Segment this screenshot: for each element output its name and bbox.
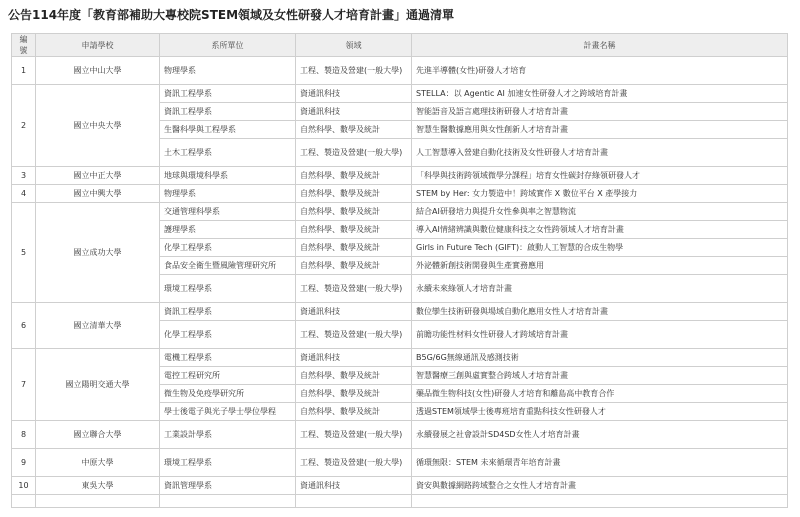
table-row — [12, 477, 788, 495]
field: 工程、製造及營建(一般大學) — [296, 275, 412, 303]
row-number: 7 — [12, 349, 36, 421]
school-name: 國立中正大學 — [36, 167, 160, 185]
field: 自然科學、數學及統計 — [296, 385, 412, 403]
field: 資通訊科技 — [296, 477, 412, 495]
plan-name: 人工智慧導入營建自動化技術及女性研發人才培育計畫 — [412, 139, 788, 167]
table-row-cut-off — [12, 495, 788, 508]
department: 資訊工程學系 — [160, 85, 296, 103]
row-number: 9 — [12, 449, 36, 477]
plan-name: 藥品微生物科技(女性)研發人才培育和離島高中教育合作 — [412, 385, 788, 403]
page-title: 公告114年度「教育部補助大專校院STEM領域及女性研發人才培育計畫」通過清單 — [8, 8, 455, 22]
plan-name: 智慧生醫數據應用與女性創新人才培育計畫 — [412, 121, 788, 139]
plan-name: 數位孿生技術研發與場域自動化應用女性人才培育計畫 — [412, 303, 788, 321]
plan-name: 結合AI研發培力與提升女性參與率之智慧物流 — [412, 203, 788, 221]
header-num: 編號 — [12, 34, 36, 57]
plan-name: STEM by Her: 女力製造中！跨域實作 X 數位平台 X 產學接力 — [412, 185, 788, 203]
header-dept: 系所單位 — [160, 34, 296, 57]
row-number: 2 — [12, 85, 36, 167]
plan-name: 外泌體新創技術開發與生產實務應用 — [412, 257, 788, 275]
department: 環境工程學系 — [160, 449, 296, 477]
department: 化學工程學系 — [160, 239, 296, 257]
row-number: 6 — [12, 303, 36, 349]
school-name: 國立陽明交通大學 — [36, 349, 160, 421]
table-row — [12, 167, 788, 185]
field: 資通訊科技 — [296, 349, 412, 367]
plan-name: 永續發展之社會設計SD4SD女性人才培育計畫 — [412, 421, 788, 449]
plan-name: 永續未來綠領人才培育計畫 — [412, 275, 788, 303]
department: 資訊工程學系 — [160, 303, 296, 321]
field: 自然科學、數學及統計 — [296, 203, 412, 221]
plan-name: 先進半導體(女性)研發人才培育 — [412, 57, 788, 85]
field: 資通訊科技 — [296, 303, 412, 321]
department: 資訊工程學系 — [160, 103, 296, 121]
approved-plans-table — [11, 33, 788, 508]
department: 電機工程學系 — [160, 349, 296, 367]
table-row — [12, 85, 788, 103]
header-plan: 計畫名稱 — [412, 34, 788, 57]
department: 資訊管理學系 — [160, 477, 296, 495]
field: 資通訊科技 — [296, 103, 412, 121]
plan-name: Girls in Future Tech (GIFT)：啟動人工智慧的合成生物學 — [412, 239, 788, 257]
plan-name: B5G/6G無線通訊及感測技術 — [412, 349, 788, 367]
table-header-row — [12, 34, 788, 57]
department: 護理學系 — [160, 221, 296, 239]
plan-name: 前瞻功能性材料女性研發人才跨域培育計畫 — [412, 321, 788, 349]
row-number: 1 — [12, 57, 36, 85]
field: 自然科學、數學及統計 — [296, 239, 412, 257]
table-row — [12, 421, 788, 449]
field: 自然科學、數學及統計 — [296, 167, 412, 185]
school-name: 國立成功大學 — [36, 203, 160, 303]
school-name: 中原大學 — [36, 449, 160, 477]
field: 自然科學、數學及統計 — [296, 185, 412, 203]
department: 物理學系 — [160, 185, 296, 203]
plan-name: 資安與數據網路跨域整合之女性人才培育計畫 — [412, 477, 788, 495]
school-name: 國立中興大學 — [36, 185, 160, 203]
field: 自然科學、數學及統計 — [296, 121, 412, 139]
plan-name: 智能語音及語言處理技術研發人才培育計畫 — [412, 103, 788, 121]
department: 土木工程學系 — [160, 139, 296, 167]
header-school: 申請學校 — [36, 34, 160, 57]
row-number: 10 — [12, 477, 36, 495]
field: 自然科學、數學及統計 — [296, 403, 412, 421]
department: 地球與環境科學系 — [160, 167, 296, 185]
department: 食品安全衛生暨風險管理研究所 — [160, 257, 296, 275]
table-row — [12, 185, 788, 203]
school-name: 國立中央大學 — [36, 85, 160, 167]
department: 化學工程學系 — [160, 321, 296, 349]
field: 自然科學、數學及統計 — [296, 221, 412, 239]
department: 電控工程研究所 — [160, 367, 296, 385]
table-row — [12, 203, 788, 221]
plan-name: STELLA：以 Agentic AI 加速女性研發人才之跨域培育計畫 — [412, 85, 788, 103]
field: 工程、製造及營建(一般大學) — [296, 57, 412, 85]
row-number: 8 — [12, 421, 36, 449]
department: 微生物及免疫學研究所 — [160, 385, 296, 403]
field: 自然科學、數學及統計 — [296, 257, 412, 275]
plan-name: 透過STEM領域學士後專班培育重點科技女性研發人才 — [412, 403, 788, 421]
plan-name: 智慧醫療三創與虛實整合跨域人才培育計畫 — [412, 367, 788, 385]
table-row — [12, 57, 788, 85]
header-field: 領域 — [296, 34, 412, 57]
table-row — [12, 449, 788, 477]
department: 交通管理科學系 — [160, 203, 296, 221]
plan-name: 導入AI情緒辨識與數位健康科技之女性跨領域人才培育計畫 — [412, 221, 788, 239]
plan-name: 循環無限：STEM 未來循環青年培育計畫 — [412, 449, 788, 477]
field: 工程、製造及營建(一般大學) — [296, 449, 412, 477]
field: 工程、製造及營建(一般大學) — [296, 321, 412, 349]
row-number: 3 — [12, 167, 36, 185]
table-row — [12, 303, 788, 321]
field: 自然科學、數學及統計 — [296, 367, 412, 385]
school-name: 東吳大學 — [36, 477, 160, 495]
school-name: 國立中山大學 — [36, 57, 160, 85]
row-number: 5 — [12, 203, 36, 303]
department: 環境工程學系 — [160, 275, 296, 303]
department: 學士後電子與光子學士學位學程 — [160, 403, 296, 421]
row-number: 4 — [12, 185, 36, 203]
field: 工程、製造及營建(一般大學) — [296, 421, 412, 449]
table-row — [12, 349, 788, 367]
department: 生醫科學與工程學系 — [160, 121, 296, 139]
department: 工業設計學系 — [160, 421, 296, 449]
department: 物理學系 — [160, 57, 296, 85]
school-name: 國立聯合大學 — [36, 421, 160, 449]
field: 資通訊科技 — [296, 85, 412, 103]
plan-name: 「科學與技術跨領域微學分課程」培育女性碳封存綠領研發人才 — [412, 167, 788, 185]
school-name: 國立清華大學 — [36, 303, 160, 349]
field: 工程、製造及營建(一般大學) — [296, 139, 412, 167]
